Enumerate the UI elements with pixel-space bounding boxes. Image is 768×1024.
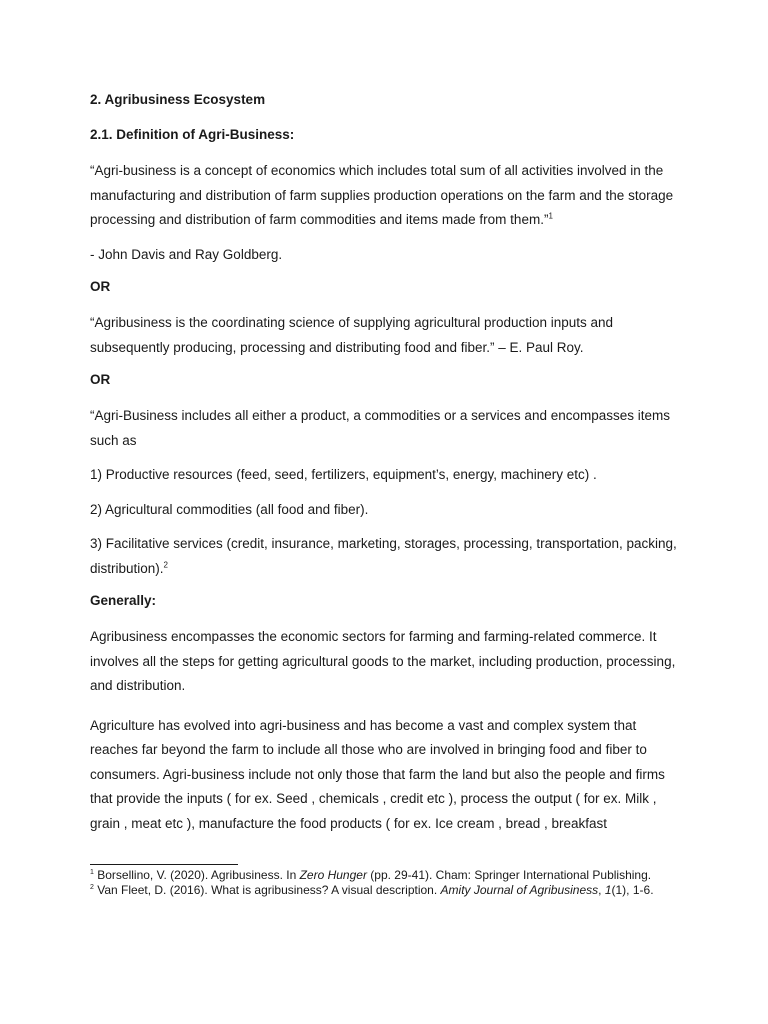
definition-2-paragraph: “Agribusiness is the coordinating science of supplying agricultural production inputs and subsequently producing, processing and distributing food and fiber.” – E. Paul Roy.: [90, 315, 614, 355]
footnote-divider: [90, 864, 238, 865]
attribution-1: - John Davis and Ray Goldberg.: [90, 246, 283, 262]
footnote-1-number: 1: [90, 869, 94, 876]
footnote-2-number: 2: [90, 884, 94, 891]
footnote-ref-2[interactable]: 2: [163, 560, 168, 569]
or-separator-2: OR: [90, 372, 111, 387]
footnote-2-text-mid: ,: [598, 883, 605, 897]
subsection-title: 2.1. Definition of Agri-Business:: [90, 127, 295, 142]
definition-1-paragraph: [90, 159, 680, 233]
section-title: 2. Agribusiness Ecosystem: [90, 92, 266, 107]
footnote-ref-1[interactable]: 1: [548, 211, 553, 221]
footnote-1-book-title: Zero Hunger: [299, 868, 367, 882]
footnote-1: [90, 868, 680, 883]
generally-paragraph: Agribusiness encompasses the economic sectors for farming and farming-related commerce. It involves all the steps for getting agricultural goods to the market, including production, processing, and distribution.: [90, 629, 676, 693]
list-item-3-text: 3) Facilitative services (credit, insurance, marketing, storages, processing, transportation, packing, distribution).: [90, 536, 677, 576]
list-item-3-paragraph: [90, 532, 680, 581]
footnote-1-text-pre: Borsellino, V. (2020). Agribusiness. In: [93, 868, 300, 882]
or-separator-1: OR: [90, 279, 111, 294]
definition-3-intro: “Agri-Business includes all either a product, a commodities or a services and encompasses items such as: [90, 408, 671, 448]
footnote-2: [90, 883, 680, 898]
footnotes-section: [90, 864, 680, 898]
agriculture-paragraph: Agriculture has evolved into agri-business and has become a vast and complex system that reaches far beyond the farm to include all those who are involved in bringing food and fiber to consumers. Agri-business include not only those that farm the land but also the people and firms that provide the inputs ( for ex. Seed , chemicals , credit etc ), process the output ( for ex. Milk , grain , meat etc ), manufacture the food products ( for ex. Ice cream , bread , breakfast: [90, 717, 665, 831]
list-item-1: 1) Productive resources (feed, seed, fertilizers, equipment’s, energy, machinery etc) .: [90, 467, 597, 482]
footnote-2-volume: 1: [604, 883, 612, 897]
definition-1-text: “Agri-business is a concept of economics which includes total sum of all activities involved in the manufacturing and distribution of farm supplies production operations on the farm and the storage processing and distribution of farm commodities and items made from them.”: [90, 163, 674, 227]
generally-heading: Generally:: [90, 593, 157, 608]
footnote-2-text-pre: Van Fleet, D. (2016). What is agribusiness? A visual description.: [93, 883, 441, 897]
footnote-2-text-post: (1), 1-6.: [611, 883, 654, 897]
list-item-2: 2) Agricultural commodities (all food and fiber).: [90, 501, 369, 517]
footnote-2-journal: Amity Journal of Agribusiness: [440, 883, 599, 897]
footnote-1-text-post: (pp. 29-41). Cham: Springer International Publishing.: [366, 868, 652, 882]
